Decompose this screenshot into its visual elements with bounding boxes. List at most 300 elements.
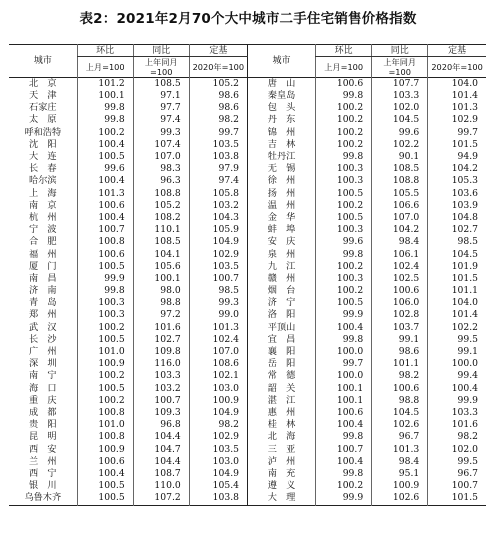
right-city-cell: 泸 州	[247, 456, 315, 468]
right-mom-cell: 99.8	[316, 431, 372, 443]
right-yoy-cell: 102.5	[372, 273, 428, 285]
right-mom-cell: 99.6	[316, 236, 372, 248]
right-fixed-cell: 101.5	[428, 273, 486, 285]
right-fixed-cell: 101.6	[428, 419, 486, 431]
left-fixed-cell: 98.6	[189, 102, 247, 114]
left-city-cell: 郑 州	[29, 309, 57, 321]
right-fixed-cell: 102.9	[428, 114, 486, 126]
left-yoy-cell: 108.8	[133, 188, 189, 200]
left-city-cell: 武 汉	[29, 321, 57, 333]
left-mom-cell: 100.1	[77, 90, 133, 102]
right-mom-cell: 100.2	[316, 285, 372, 297]
right-yoy-cell: 103.3	[372, 90, 428, 102]
right-fixed-cell: 94.9	[428, 151, 486, 163]
price-index-table	[9, 44, 486, 506]
table-row	[9, 309, 486, 321]
right-mom-cell: 100.1	[316, 395, 372, 407]
right-fixed-cell: 103.9	[428, 200, 486, 212]
left-city-cell: 昆 明	[29, 431, 57, 443]
left-yoy-cell: 107.4	[133, 139, 189, 151]
right-yoy-cell: 96.7	[372, 431, 428, 443]
left-fixed-cell: 99.3	[189, 297, 247, 309]
table-row	[9, 346, 486, 358]
right-fixed-cell: 104.2	[428, 163, 486, 175]
left-yoy-cell: 105.2	[133, 200, 189, 212]
right-fixed-cell: 103.6	[428, 188, 486, 200]
table-row	[9, 127, 486, 139]
right-fixed-cell: 102.2	[428, 322, 486, 334]
right-city-cell: 大 理	[247, 492, 315, 506]
left-fixed-cell: 98.2	[189, 114, 247, 126]
right-yoy-cell: 107.7	[372, 78, 428, 91]
left-city-cell: 海 口	[29, 382, 57, 394]
left-mom-cell: 100.3	[77, 309, 133, 321]
right-fixed-cell: 100.4	[428, 383, 486, 395]
right-fixed-cell: 101.5	[428, 139, 486, 151]
left-city-cell: 石家庄	[29, 102, 57, 114]
left-mom-cell: 100.2	[77, 395, 133, 407]
right-fixed-cell: 100.7	[428, 480, 486, 492]
left-city-cell: 长 春	[29, 163, 57, 175]
left-fixed-cell: 107.0	[189, 346, 247, 358]
left-mom-cell: 100.9	[77, 443, 133, 455]
left-city-cell: 沈 阳	[29, 138, 57, 150]
right-mom-cell: 100.2	[316, 127, 372, 139]
fixed-base-left: 2020年=100	[189, 57, 247, 78]
right-mom-cell: 100.6	[316, 78, 372, 91]
left-fixed-cell: 105.4	[189, 480, 247, 492]
table-row	[9, 456, 486, 468]
left-fixed-cell: 103.5	[189, 443, 247, 455]
table-row	[9, 419, 486, 431]
mom-header-left: 环比	[77, 45, 133, 57]
table-row	[9, 188, 486, 200]
table-row	[9, 151, 486, 163]
left-city-cell: 深 圳	[29, 358, 57, 370]
left-city-cell: 南 宁	[29, 370, 57, 382]
left-city-cell: 西 安	[29, 443, 57, 455]
left-mom-cell: 100.5	[77, 334, 133, 346]
right-mom-cell: 100.3	[316, 175, 372, 187]
right-yoy-cell: 95.1	[372, 468, 428, 480]
left-mom-cell: 100.5	[77, 492, 133, 506]
left-fixed-cell: 98.2	[189, 419, 247, 431]
right-city-cell: 烟 台	[247, 285, 315, 297]
right-yoy-cell: 106.1	[372, 248, 428, 260]
left-yoy-cell: 116.0	[133, 358, 189, 370]
left-yoy-cell: 101.6	[133, 322, 189, 334]
yoy-base-left: 上年同月=100	[133, 57, 189, 78]
table-row	[9, 443, 486, 455]
right-yoy-cell: 100.6	[372, 285, 428, 297]
left-fixed-cell: 104.9	[189, 407, 247, 419]
left-fixed-cell: 103.2	[189, 200, 247, 212]
right-mom-cell: 100.5	[316, 297, 372, 309]
right-city-cell: 宜 昌	[247, 334, 315, 346]
left-city-cell: 贵 阳	[29, 419, 57, 431]
table-row	[9, 383, 486, 395]
table-row	[9, 322, 486, 334]
left-fixed-cell: 98.6	[189, 90, 247, 102]
left-yoy-cell: 104.7	[133, 443, 189, 455]
right-city-cell: 韶 关	[247, 383, 315, 395]
left-city-cell: 南 昌	[29, 272, 57, 284]
table-row	[9, 139, 486, 151]
right-yoy-cell: 102.2	[372, 139, 428, 151]
left-yoy-cell: 108.7	[133, 468, 189, 480]
left-fixed-cell: 103.8	[189, 151, 247, 163]
yoy-header-left: 同比	[133, 45, 189, 57]
right-city-cell: 秦皇岛	[247, 90, 315, 102]
right-fixed-cell: 99.7	[428, 127, 486, 139]
left-city-cell: 济 南	[29, 285, 57, 297]
left-mom-cell: 100.4	[77, 212, 133, 224]
left-city-cell: 厦 门	[29, 260, 57, 272]
right-city-cell: 三 亚	[247, 443, 315, 455]
right-fixed-cell: 104.5	[428, 248, 486, 260]
mom-base-left: 上月=100	[77, 57, 133, 78]
right-yoy-cell: 102.0	[372, 102, 428, 114]
left-yoy-cell: 110.1	[133, 224, 189, 236]
table-row	[9, 468, 486, 480]
right-city-cell: 徐 州	[247, 175, 315, 187]
fixed-base-right: 2020年=100	[428, 57, 486, 78]
city-header-right: 城市	[247, 45, 315, 78]
right-mom-cell: 99.8	[316, 90, 372, 102]
right-yoy-cell: 102.4	[372, 261, 428, 273]
right-mom-cell: 100.2	[316, 480, 372, 492]
table-row	[9, 236, 486, 248]
right-mom-cell: 100.1	[316, 383, 372, 395]
left-mom-cell: 100.3	[77, 297, 133, 309]
right-city-cell: 赣 州	[247, 273, 315, 285]
left-mom-cell: 100.2	[77, 322, 133, 334]
left-city-cell: 太 原	[29, 114, 57, 126]
right-fixed-cell: 102.7	[428, 224, 486, 236]
right-city-cell: 襄 阳	[247, 346, 315, 358]
left-yoy-cell: 96.8	[133, 419, 189, 431]
fixed-header-left: 定基	[189, 45, 247, 57]
left-fixed-cell: 105.8	[189, 188, 247, 200]
right-city-cell: 桂 林	[247, 419, 315, 431]
left-mom-cell: 101.3	[77, 188, 133, 200]
right-mom-cell: 99.8	[316, 248, 372, 260]
right-mom-cell: 100.2	[316, 261, 372, 273]
left-mom-cell: 100.8	[77, 431, 133, 443]
right-yoy-cell: 108.5	[372, 163, 428, 175]
right-fixed-cell: 99.9	[428, 395, 486, 407]
right-city-cell: 惠 州	[247, 407, 315, 419]
right-fixed-cell: 104.0	[428, 297, 486, 309]
right-fixed-cell: 104.8	[428, 212, 486, 224]
table-row	[9, 297, 486, 309]
mom-header-right: 环比	[316, 45, 372, 57]
left-fixed-cell: 102.4	[189, 334, 247, 346]
right-yoy-cell: 101.3	[372, 443, 428, 455]
right-yoy-cell: 108.8	[372, 175, 428, 187]
left-fixed-cell: 102.1	[189, 370, 247, 382]
right-fixed-cell: 98.5	[428, 236, 486, 248]
right-mom-cell: 100.5	[316, 212, 372, 224]
right-yoy-cell: 99.6	[372, 127, 428, 139]
left-city-cell: 成 都	[29, 406, 57, 418]
table-row	[9, 370, 486, 382]
left-city-cell: 乌鲁木齐	[24, 492, 62, 504]
left-fixed-cell: 97.9	[189, 163, 247, 175]
left-mom-cell: 99.8	[77, 285, 133, 297]
right-city-cell: 北 海	[247, 431, 315, 443]
right-city-cell: 平顶山	[247, 322, 315, 334]
left-mom-cell: 100.4	[77, 139, 133, 151]
left-mom-cell: 100.5	[77, 151, 133, 163]
right-city-cell: 九 江	[247, 261, 315, 273]
right-yoy-cell: 102.6	[372, 419, 428, 431]
right-yoy-cell: 98.4	[372, 236, 428, 248]
left-city-cell: 宁 波	[29, 224, 57, 236]
table-body	[9, 78, 486, 506]
right-mom-cell: 100.0	[316, 346, 372, 358]
left-fixed-cell: 99.7	[189, 127, 247, 139]
table-row	[9, 212, 486, 224]
right-mom-cell: 100.3	[316, 273, 372, 285]
left-yoy-cell: 109.8	[133, 346, 189, 358]
table-row	[9, 248, 486, 260]
left-yoy-cell: 107.2	[133, 492, 189, 506]
left-mom-cell: 101.0	[77, 346, 133, 358]
right-mom-cell: 99.9	[316, 309, 372, 321]
right-fixed-cell: 104.0	[428, 78, 486, 91]
left-city-cell: 合 肥	[29, 236, 57, 248]
right-city-cell: 扬 州	[247, 188, 315, 200]
right-mom-cell: 99.8	[316, 151, 372, 163]
right-mom-cell: 100.3	[316, 163, 372, 175]
right-city-cell: 洛 阳	[247, 309, 315, 321]
table-row	[9, 358, 486, 370]
table-row	[9, 175, 486, 187]
left-city-cell: 呼和浩特	[24, 126, 62, 138]
right-mom-cell: 99.8	[316, 468, 372, 480]
left-yoy-cell: 104.4	[133, 456, 189, 468]
right-mom-cell: 100.6	[316, 407, 372, 419]
left-mom-cell: 101.2	[77, 78, 133, 91]
left-yoy-cell: 104.4	[133, 431, 189, 443]
right-city-cell: 金 华	[247, 212, 315, 224]
right-mom-cell: 100.7	[316, 443, 372, 455]
right-mom-cell: 100.2	[316, 102, 372, 114]
left-fixed-cell: 103.5	[189, 261, 247, 273]
left-mom-cell: 100.8	[77, 236, 133, 248]
left-yoy-cell: 97.1	[133, 90, 189, 102]
left-mom-cell: 99.8	[77, 102, 133, 114]
left-city-cell: 哈尔滨	[29, 175, 57, 187]
left-yoy-cell: 103.2	[133, 383, 189, 395]
right-yoy-cell: 106.0	[372, 297, 428, 309]
right-mom-cell: 99.8	[316, 334, 372, 346]
left-city-cell: 银 川	[29, 480, 57, 492]
right-fixed-cell: 99.5	[428, 456, 486, 468]
left-mom-cell: 99.8	[77, 114, 133, 126]
left-yoy-cell: 107.0	[133, 151, 189, 163]
right-mom-cell: 100.2	[316, 114, 372, 126]
table-row	[9, 90, 486, 102]
table-row	[9, 200, 486, 212]
city-header-left: 城市	[33, 56, 52, 66]
table-row	[9, 78, 486, 91]
left-yoy-cell: 110.0	[133, 480, 189, 492]
right-fixed-cell: 99.5	[428, 334, 486, 346]
right-fixed-cell: 102.0	[428, 443, 486, 455]
yoy-header-right: 同比	[372, 45, 428, 57]
table-row	[9, 492, 486, 506]
right-yoy-cell: 98.4	[372, 456, 428, 468]
right-fixed-cell: 103.3	[428, 407, 486, 419]
right-yoy-cell: 103.7	[372, 322, 428, 334]
table-row	[9, 102, 486, 114]
left-mom-cell: 100.4	[77, 468, 133, 480]
right-yoy-cell: 102.8	[372, 309, 428, 321]
right-mom-cell: 100.4	[316, 456, 372, 468]
right-city-cell: 遵 义	[247, 480, 315, 492]
right-yoy-cell: 99.1	[372, 334, 428, 346]
right-fixed-cell: 101.9	[428, 261, 486, 273]
yoy-base-right: 上年同月=100	[372, 57, 428, 78]
right-fixed-cell: 101.3	[428, 102, 486, 114]
right-city-cell: 锦 州	[247, 127, 315, 139]
right-yoy-cell: 102.6	[372, 492, 428, 506]
left-yoy-cell: 98.0	[133, 285, 189, 297]
table-row	[9, 261, 486, 273]
left-city-cell: 广 州	[29, 346, 57, 358]
left-mom-cell: 100.6	[77, 200, 133, 212]
right-yoy-cell: 98.8	[372, 395, 428, 407]
left-mom-cell: 99.6	[77, 163, 133, 175]
right-fixed-cell: 99.1	[428, 346, 486, 358]
left-city-cell: 大 连	[29, 151, 57, 163]
right-city-cell: 泉 州	[247, 248, 315, 260]
left-mom-cell: 101.0	[77, 419, 133, 431]
right-mom-cell: 100.3	[316, 224, 372, 236]
left-yoy-cell: 103.3	[133, 370, 189, 382]
left-fixed-cell: 102.9	[189, 248, 247, 260]
left-mom-cell: 100.2	[77, 127, 133, 139]
right-city-cell: 吉 林	[247, 139, 315, 151]
right-mom-cell: 100.5	[316, 188, 372, 200]
left-city-cell: 北 京	[29, 78, 57, 89]
right-mom-cell: 100.0	[316, 370, 372, 382]
right-city-cell: 南 充	[247, 468, 315, 480]
left-yoy-cell: 109.3	[133, 407, 189, 419]
right-fixed-cell: 98.2	[428, 431, 486, 443]
table-row	[9, 285, 486, 297]
left-fixed-cell: 98.5	[189, 285, 247, 297]
left-mom-cell: 100.5	[77, 261, 133, 273]
right-yoy-cell: 98.6	[372, 346, 428, 358]
left-fixed-cell: 105.9	[189, 224, 247, 236]
table-row	[9, 224, 486, 236]
left-yoy-cell: 108.5	[133, 78, 189, 91]
left-yoy-cell: 98.3	[133, 163, 189, 175]
left-fixed-cell: 105.2	[189, 78, 247, 91]
right-mom-cell: 99.9	[316, 492, 372, 506]
left-mom-cell: 100.5	[77, 480, 133, 492]
right-city-cell: 常 德	[247, 370, 315, 382]
right-city-cell: 唐 山	[247, 78, 315, 91]
left-city-cell: 西 宁	[29, 467, 57, 479]
right-fixed-cell: 101.4	[428, 90, 486, 102]
left-mom-cell: 100.9	[77, 358, 133, 370]
table-row	[9, 407, 486, 419]
left-yoy-cell: 104.1	[133, 248, 189, 260]
left-city-cell: 南 京	[29, 199, 57, 211]
left-city-cell: 兰 州	[29, 455, 57, 467]
right-city-cell: 安 庆	[247, 236, 315, 248]
right-fixed-cell: 99.4	[428, 370, 486, 382]
table-header	[9, 45, 486, 78]
left-fixed-cell: 99.0	[189, 309, 247, 321]
table-row	[9, 273, 486, 285]
table-row	[9, 114, 486, 126]
left-fixed-cell: 103.0	[189, 456, 247, 468]
left-yoy-cell: 100.1	[133, 273, 189, 285]
mom-base-right: 上月=100	[316, 57, 372, 78]
left-yoy-cell: 102.7	[133, 334, 189, 346]
right-yoy-cell: 98.2	[372, 370, 428, 382]
right-city-cell: 温 州	[247, 200, 315, 212]
left-fixed-cell: 100.9	[189, 395, 247, 407]
right-city-cell: 无 锡	[247, 163, 315, 175]
left-city-cell: 长 沙	[29, 333, 57, 345]
left-yoy-cell: 97.7	[133, 102, 189, 114]
left-fixed-cell: 102.9	[189, 431, 247, 443]
left-mom-cell: 100.4	[77, 175, 133, 187]
left-mom-cell: 100.8	[77, 407, 133, 419]
left-fixed-cell: 100.7	[189, 273, 247, 285]
right-fixed-cell: 96.7	[428, 468, 486, 480]
right-city-cell: 丹 东	[247, 114, 315, 126]
left-fixed-cell: 104.3	[189, 212, 247, 224]
right-mom-cell: 100.2	[316, 139, 372, 151]
left-mom-cell: 100.2	[77, 370, 133, 382]
left-fixed-cell: 108.6	[189, 358, 247, 370]
right-city-cell: 牡丹江	[247, 151, 315, 163]
left-mom-cell: 100.7	[77, 224, 133, 236]
table-row	[9, 431, 486, 443]
right-fixed-cell: 101.1	[428, 285, 486, 297]
left-yoy-cell: 98.8	[133, 297, 189, 309]
right-city-cell: 湛 江	[247, 395, 315, 407]
table-row	[9, 163, 486, 175]
left-mom-cell: 100.6	[77, 456, 133, 468]
table-row	[9, 334, 486, 346]
right-fixed-cell: 101.4	[428, 309, 486, 321]
table-title: 表2：2021年2月70个大中城市二手住宅销售价格指数	[79, 11, 417, 27]
right-city-cell: 济 宁	[247, 297, 315, 309]
left-mom-cell: 100.6	[77, 248, 133, 260]
left-yoy-cell: 99.3	[133, 127, 189, 139]
right-yoy-cell: 90.1	[372, 151, 428, 163]
right-city-cell: 蚌 埠	[247, 224, 315, 236]
right-yoy-cell: 104.5	[372, 114, 428, 126]
left-city-cell: 重 庆	[29, 394, 57, 406]
right-mom-cell: 99.7	[316, 358, 372, 370]
left-fixed-cell: 103.0	[189, 383, 247, 395]
right-yoy-cell: 106.6	[372, 200, 428, 212]
right-fixed-cell: 105.3	[428, 175, 486, 187]
left-fixed-cell: 97.4	[189, 175, 247, 187]
right-yoy-cell: 100.6	[372, 383, 428, 395]
right-yoy-cell: 104.2	[372, 224, 428, 236]
fixed-header-right: 定基	[428, 45, 486, 57]
